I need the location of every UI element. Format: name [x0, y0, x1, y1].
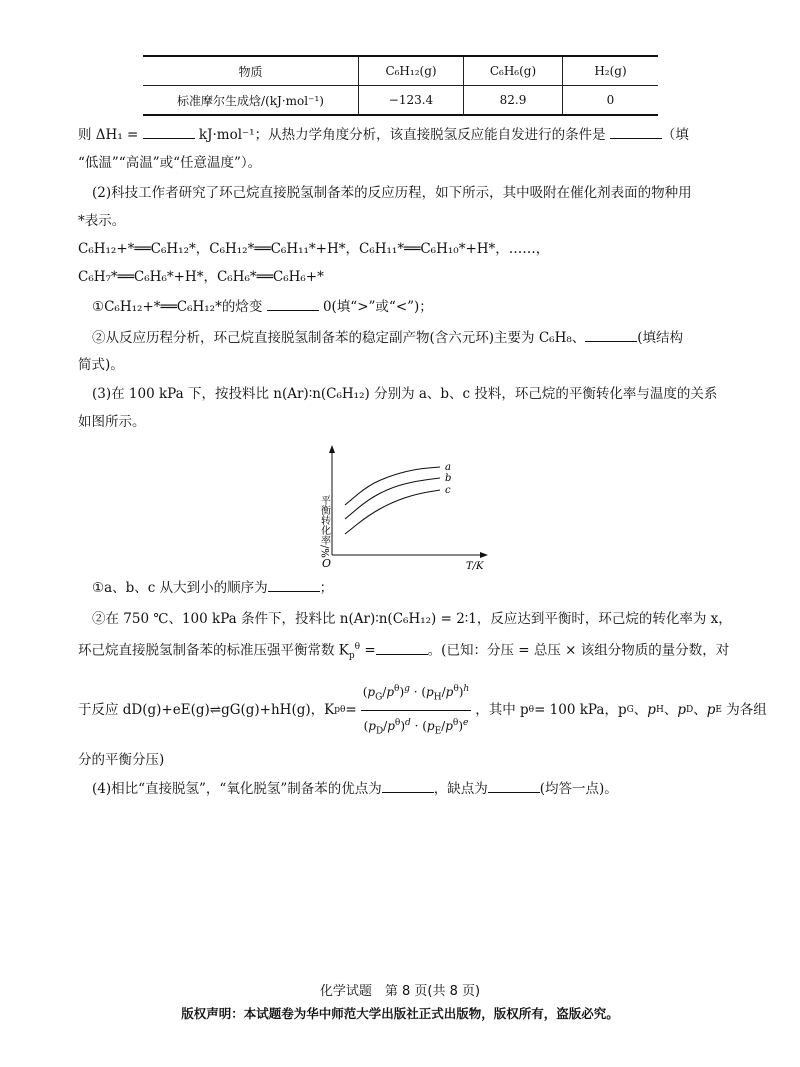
table-cell: −123.4 — [359, 86, 464, 116]
copyright-notice: 版权声明：本试题卷为华中师范大学出版社正式出版物，版权所有，盗版必究。 — [181, 1006, 619, 1021]
q2-intro: *表示。 — [78, 213, 126, 229]
q3-text: ①a、b、c 从大到小的顺序为 — [92, 580, 268, 596]
q2-sub2 — [92, 328, 683, 348]
series-label-c: c — [445, 485, 451, 496]
q3-text: 于反应 dD(g)+eE(g)⇌gG(g)+hH(g)，K — [78, 702, 335, 718]
y-axis-label: 平衡转化率/% — [318, 495, 330, 558]
answer-blank[interactable] — [488, 779, 540, 793]
table-cell: 0 — [563, 86, 659, 116]
x-axis-arrow — [480, 552, 488, 558]
q3-text: 为各组 — [726, 702, 767, 718]
answer-blank[interactable] — [382, 779, 434, 793]
kp-superscript: θ — [354, 642, 361, 652]
q2-text: ①C₆H₁₂+*══C₆H₁₂*的焓变 — [92, 299, 263, 315]
table-header-row — [143, 56, 658, 86]
q4-text: (4)相比“直接脱氢”，“氧化脱氢”制备苯的优点为 — [92, 781, 382, 797]
series-line-c — [345, 490, 440, 534]
table-header-cell: 物质 — [143, 56, 359, 86]
q3-text: 其中 p — [488, 702, 529, 718]
q3-text: = 100 kPa，p — [534, 702, 627, 718]
page-number: 化学试题 第 8 页(共 8 页) — [319, 984, 481, 999]
x-axis-label: T/K — [466, 561, 484, 570]
kp-superscript: θ — [339, 705, 346, 715]
q3-intro: 如图所示。 — [78, 414, 146, 430]
q2-intro: (2)科技工作者研究了环己烷直接脱氢制备苯的反应历程，如下所示，其中吸附在催化剂表面的物种用 — [92, 185, 692, 201]
table-header-cell: C₆H₆(g) — [464, 56, 563, 86]
q3-text: 环己烷直接脱氢制备苯的标准压强平衡常数 K — [78, 642, 349, 659]
table-cell: 标准摩尔生成焓/(kJ·mol⁻¹) — [143, 86, 359, 116]
answer-blank[interactable] — [267, 297, 319, 311]
q4-line — [92, 779, 618, 799]
q1-text: 则 ΔH₁ = — [78, 127, 139, 143]
q3-text: 。(已知：分压 = 总压 × 该组分物质的量分数，对 — [427, 642, 730, 659]
kp-formula: $\frac{(p_G/p^\theta)^g \cdot (p_H/p^\theta)^h}{(p_D/p^\theta)^d \cdot (p_E/p^\theta)^e}$ — [361, 677, 472, 743]
table-header-cell: C₆H₁₂(g) — [359, 56, 464, 86]
conversion-temperature-chart — [300, 445, 500, 570]
q1-line2: “低温”“高温”或“任意温度”）。 — [78, 155, 262, 171]
q3-text: ； — [319, 580, 334, 596]
q2-text: 0(填“>”或“<”)； — [322, 299, 433, 315]
q4-text: (均答一点)。 — [539, 781, 618, 797]
q3-formula-line: 于反应 dD(g)+eE(g)⇌gG(g)+hH(g)，K p θ = $\frac{(p_G/p^\theta)^g \cdot (p_H/p^\theta)^h}{(p_D/p^\theta)^d \cdot (p_E/p^\theta)^e}$ ， 其中 p θ = 100 kPa，p G 、 p H 、 p D 、 p E 为各组 — [78, 675, 767, 745]
table-row — [143, 86, 658, 116]
answer-blank[interactable] — [610, 125, 662, 139]
q3-intro: (3)在 100 kPa 下，按投料比 n(Ar)∶n(C₆H₁₂) 分别为 a、b、c 投料，环己烷的平衡转化率与温度的关系 — [92, 386, 718, 402]
table-cell: 82.9 — [464, 86, 563, 116]
answer-blank[interactable] — [268, 578, 320, 592]
q2-sub2-cont: 简式)。 — [78, 357, 124, 373]
q4-text: ，缺点为 — [433, 781, 488, 797]
kp-subscript: p — [334, 705, 340, 715]
q1-text: kJ·mol⁻¹；从热力学角度分析，该直接脱氢反应能自发进行的条件是 — [198, 127, 606, 143]
series-line-a — [345, 467, 440, 505]
q1-line1 — [78, 125, 689, 145]
q3-sub2: ②在 750 ℃、100 kPa 条件下，投料比 n(Ar)∶n(C₆H₁₂) = 2∶1，反应达到平衡时，环己烷的转化率为 x， — [92, 611, 732, 627]
q2-sub1 — [92, 297, 433, 317]
q3-sub1 — [92, 578, 333, 598]
q2-text: ②从反应历程分析，环己烷直接脱氢制备苯的稳定副产物(含六元环)主要为 C₆H₈、 — [92, 330, 586, 346]
series-label-a: a — [445, 462, 451, 473]
q2-text: (填结构 — [637, 330, 684, 346]
answer-blank[interactable] — [585, 328, 637, 342]
kp-subscript: p — [348, 651, 355, 662]
series-label-b: b — [445, 473, 452, 484]
answer-blank[interactable] — [376, 641, 428, 655]
enthalpy-table — [143, 55, 658, 116]
q3-sub3-cont: 分的平衡分压) — [78, 752, 165, 768]
series-line-b — [345, 478, 440, 519]
q3-sub2-cont — [78, 637, 729, 666]
q2-equation: C₆H₁₂+*══C₆H₁₂*，C₆H₁₂*══C₆H₁₁*+H*，C₆H₁₁*══C₆H₁₀*+H*，……， — [78, 241, 550, 257]
y-axis-arrow — [329, 445, 335, 453]
origin-label: O — [322, 557, 332, 570]
answer-blank[interactable] — [143, 125, 195, 139]
q1-text: （填 — [661, 127, 689, 143]
q3-text: = — [364, 642, 376, 659]
q2-equation: C₆H₇*══C₆H₆*+H*，C₆H₆*══C₆H₆+* — [78, 269, 324, 285]
table-header-cell: H₂(g) — [563, 56, 659, 86]
